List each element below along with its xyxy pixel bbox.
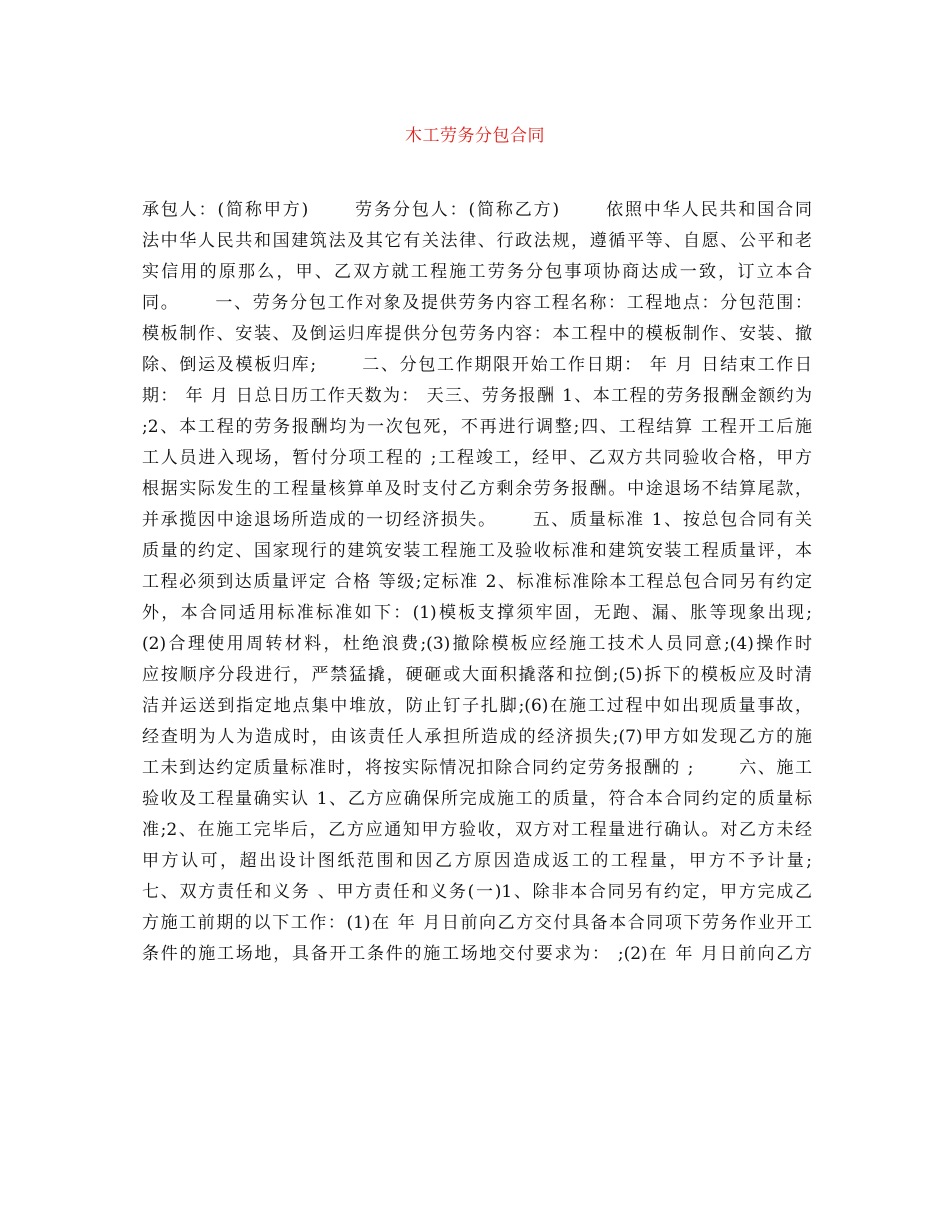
body-line: 承包人：(简称甲方) 劳务分包人：(简称乙方) 依照中华人民共和国合同 [142, 200, 812, 220]
body-line: 方施工前期的以下工作：(1)在 年 月日前向乙方交付具备本合同项下劳务作业开工 [142, 913, 812, 933]
body-line: 工人员进入现场，暂付分项工程的 ;工程竣工，经甲、乙双方共同验收合格，甲方 [142, 448, 812, 468]
body-line: 质量的约定、国家现行的建筑安装工程施工及验收标准和建筑安装工程质量评，本 [142, 541, 812, 561]
body-line: 法中华人民共和国建筑法及其它有关法律、行政法规，遵循平等、自愿、公平和老 [142, 231, 812, 251]
body-line: 洁并运送到指定地点集中堆放，防止钉子扎脚;(6)在施工过程中如出现质量事故， [142, 696, 812, 716]
body-line: (2)合理使用周转材料，杜绝浪费;(3)撤除模板应经施工技术人员同意;(4)操作时 [142, 634, 812, 654]
body-line: 经查明为人为造成时，由该责任人承担所造成的经济损失;(7)甲方如发现乙方的施 [142, 727, 812, 747]
body-line: 条件的施工场地，具备开工条件的施工场地交付要求为： ;(2)在 年 月日前向乙方 [142, 944, 812, 964]
body-line: 甲方认可，超出设计图纸范围和因乙方原因造成返工的工程量，甲方不予计量; [142, 851, 812, 871]
body-line: 并承揽因中途退场所造成的一切经济损失。 五、质量标准 1、按总包合同有关 [142, 510, 812, 530]
document-body [142, 195, 812, 970]
body-line: 七、双方责任和义务 、甲方责任和义务(一)1、除非本合同另有约定，甲方完成乙 [142, 882, 812, 902]
body-line: 验收及工程量确实认 1、乙方应确保所完成施工的质量，符合本合同约定的质量标 [142, 789, 812, 809]
body-line: 模板制作、安装、及倒运归库提供分包劳务内容：本工程中的模板制作、安装、撤 [142, 324, 812, 344]
body-line: 除、倒运及模板归库; 二、分包工作期限开始工作日期： 年 月 日结束工作日 [142, 355, 812, 375]
body-line: 应按顺序分段进行，严禁猛撬，硬砸或大面积撬落和拉倒;(5)拆下的模板应及时清 [142, 665, 812, 685]
document-title: 木工劳务分包合同 [405, 126, 545, 146]
body-line: 根据实际发生的工程量核算单及时支付乙方剩余劳务报酬。中途退场不结算尾款， [142, 479, 812, 499]
body-line: 外，本合同适用标准标准如下：(1)模板支撑须牢固，无跑、漏、胀等现象出现; [142, 603, 812, 623]
body-line: 工程必须到达质量评定 合格 等级;定标准 2、标准标准除本工程总包合同另有约定 [142, 572, 812, 592]
body-line: 同。 一、劳务分包工作对象及提供劳务内容工程名称：工程地点：分包范围： [142, 293, 812, 313]
body-line: 工未到达约定质量标准时，将按实际情况扣除合同约定劳务报酬的 ; 六、施工 [142, 758, 812, 778]
body-line: 期： 年 月 日总日历工作天数为： 天三、劳务报酬 1、本工程的劳务报酬金额约为 [142, 386, 812, 406]
body-line: ;2、本工程的劳务报酬均为一次包死，不再进行调整;四、工程结算 工程开工后施 [142, 417, 812, 437]
body-line: 实信用的原那么，甲、乙双方就工程施工劳务分包事项协商达成一致，订立本合 [142, 262, 812, 282]
body-line: 准;2、在施工完毕后，乙方应通知甲方验收，双方对工程量进行确认。对乙方未经 [142, 820, 812, 840]
